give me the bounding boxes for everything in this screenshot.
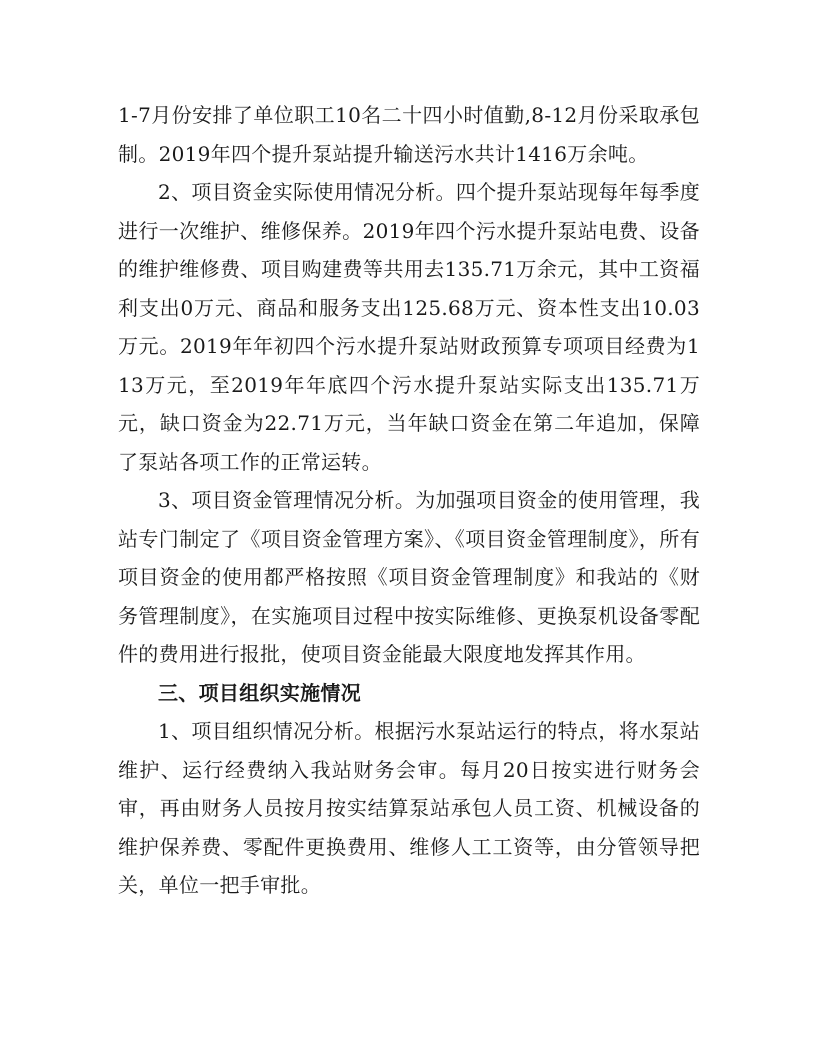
paragraph-organization: 1、项目组织情况分析。根据污水泵站运行的特点，将水泵站维护、运行经费纳入我站财务会审。每月20日按实进行财务会审，再由财务人员按月按实结算泵站承包人员工资、机械设备的维护保养费、零配件更换费用、维修人工工资等，由分管领导把关，单位一把手审批。 xyxy=(118,719,700,897)
paragraph-fund-management: 3、项目资金管理情况分析。为加强项目资金的使用管理，我站专门制定了《项目资金管理方案》、《项目资金管理制度》，所有项目资金的使用都严格按照《项目资金管理制度》和我站的《财务管理制度》，在实施项目过程中按实际维修、更换泵机设备零配件的费用进行报批，使项目资金能最大限度地发挥其作用。 xyxy=(118,488,700,666)
section-heading: 三、项目组织实施情况 xyxy=(158,680,361,705)
paragraph-staffing: 1-7月份安排了单位职工10名二十四小时值勤,8-12月份采取承包制。2019年四个提升泵站提升输送污水共计1416万余吨。 xyxy=(118,103,700,166)
document-body xyxy=(118,96,700,905)
paragraph-fund-usage: 2、项目资金实际使用情况分析。四个提升泵站现每年每季度进行一次维护、维修保养。2019年四个污水提升泵站电费、设备的维护维修费、项目购建费等共用去135.71万余元，其中工资福利支出0万元、商品和服务支出125.68万元、资本性支出10.03万元。2019年年初四个污水提升泵站财政预算专项项目经费为113万元，至2019年年底四个污水提升泵站实际支出135.71万元，缺口资金为22.71万元，当年缺口资金在第二年追加，保障了泵站各项工作的正常运转。 xyxy=(118,180,700,474)
